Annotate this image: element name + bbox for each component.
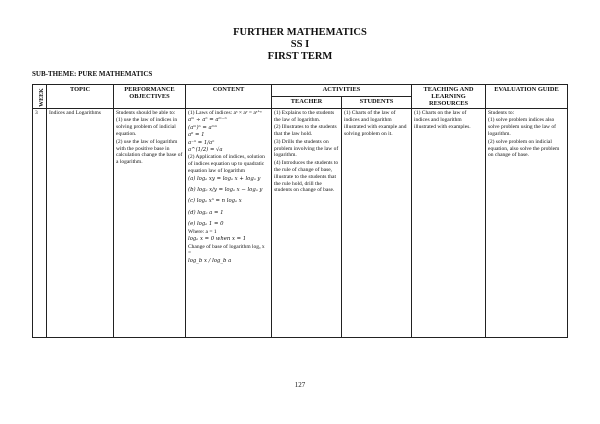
header-content: CONTENT [186, 85, 272, 109]
teacher-activity: (1) Explains to the students the law of logarithm. [274, 110, 335, 123]
header-evaluation: EVALUATION GUIDE [486, 85, 568, 109]
header-week-label: WEEK [38, 87, 45, 107]
cell-week: 3 [33, 109, 47, 338]
evaluation-item: (1) solve problem indices also solve problem using the law of logarithm. [488, 117, 556, 138]
content-formula: a⁰ = 1 [188, 132, 205, 139]
cell-student-activities [342, 109, 412, 338]
evaluation-item: (2) solve problem on indicial equation, also solve the problem on change of base. [488, 138, 560, 159]
evaluation-item: Students to: [488, 110, 515, 116]
header-objectives: PERFORMANCE OBJECTIVES [114, 85, 186, 109]
content-formula: a^(1/2) = √a [188, 147, 223, 154]
student-activity: (1) Charts of the law of indices and logarithm illustrated with example and solving problem on it. [344, 110, 407, 137]
content-formula: log_b x / log_b a [188, 257, 232, 264]
content-formula: aᵐ ÷ aⁿ = aᵐ⁻ⁿ [188, 117, 227, 124]
teacher-activity: (3) Drills the students on problem involving the law of logarithm. [274, 138, 339, 159]
content-formula: (c) logₐ xⁿ = n logₐ x [188, 198, 242, 205]
header-teacher: TEACHER [272, 97, 342, 109]
cell-resources [412, 109, 486, 338]
objective-item: (1) use the law of indices in solving problem of indicial equation. [116, 117, 178, 138]
title-subject: FURTHER MATHEMATICS [233, 27, 367, 38]
cell-objectives [114, 109, 186, 338]
header-week [33, 85, 47, 109]
subtheme-label: SUB-THEME: PURE MATHEMATICS [32, 70, 153, 78]
content-formula: a⁻ⁿ = 1/aⁿ [188, 139, 215, 146]
objective-item: (2) use the law of logarithm with the positive base in calculation change the base of a logarithm. [116, 138, 183, 166]
content-formula: (aᵐ)ⁿ = aᵐⁿ [188, 124, 218, 131]
resource-item: (1) Charts on the law of indices and logarithm illustrated with examples. [414, 110, 471, 130]
header-students: STUDENTS [342, 97, 412, 109]
header-resources: TEACHING AND LEARNING RESOURCES [412, 85, 486, 109]
cell-content [186, 109, 272, 338]
content-formula: (b) logₐ x/y = logₐ x − logₐ y [188, 187, 263, 194]
content-item: Where: a = 1 [188, 228, 217, 235]
content-item: (2) Application of indices, solution of indices equation up to quadratic equation law of logarithm [188, 154, 265, 175]
cell-evaluation [486, 109, 568, 338]
title-term: FIRST TERM [267, 51, 333, 62]
content-formula: logₐ x = 0 when x = 1 [188, 236, 247, 243]
content-item: (1) Laws of indices: aˣ × aʸ = aˣ⁺ʸ [188, 110, 262, 116]
cell-topic: Indices and Logarithms [47, 109, 114, 338]
teacher-activity: (4) Introduces the students to the rule of change of base, illustrate to the students that the rule hold, drill the students on change of base. [274, 159, 339, 194]
document-title [0, 27, 600, 63]
header-topic: TOPIC [47, 85, 114, 109]
content-formula: (a) logₐ xy = logₐ x + logₐ y [188, 175, 261, 182]
title-class: SS I [290, 39, 310, 50]
objective-item: Students should be able to: [116, 110, 176, 116]
header-activities: ACTIVITIES [272, 85, 412, 97]
content-formula: (d) logₐ a = 1 [188, 209, 224, 216]
teacher-activity: (2) Illustrates to the students that the law hold. [274, 124, 337, 138]
cell-teacher-activities [272, 109, 342, 338]
content-item: Change of base of logarithm logₐ x = [188, 243, 265, 257]
table-row [33, 109, 568, 338]
scheme-of-work-table [32, 84, 568, 338]
content-formula: (e) logₐ 1 = 0 [188, 221, 224, 228]
page-number: 127 [294, 381, 306, 389]
